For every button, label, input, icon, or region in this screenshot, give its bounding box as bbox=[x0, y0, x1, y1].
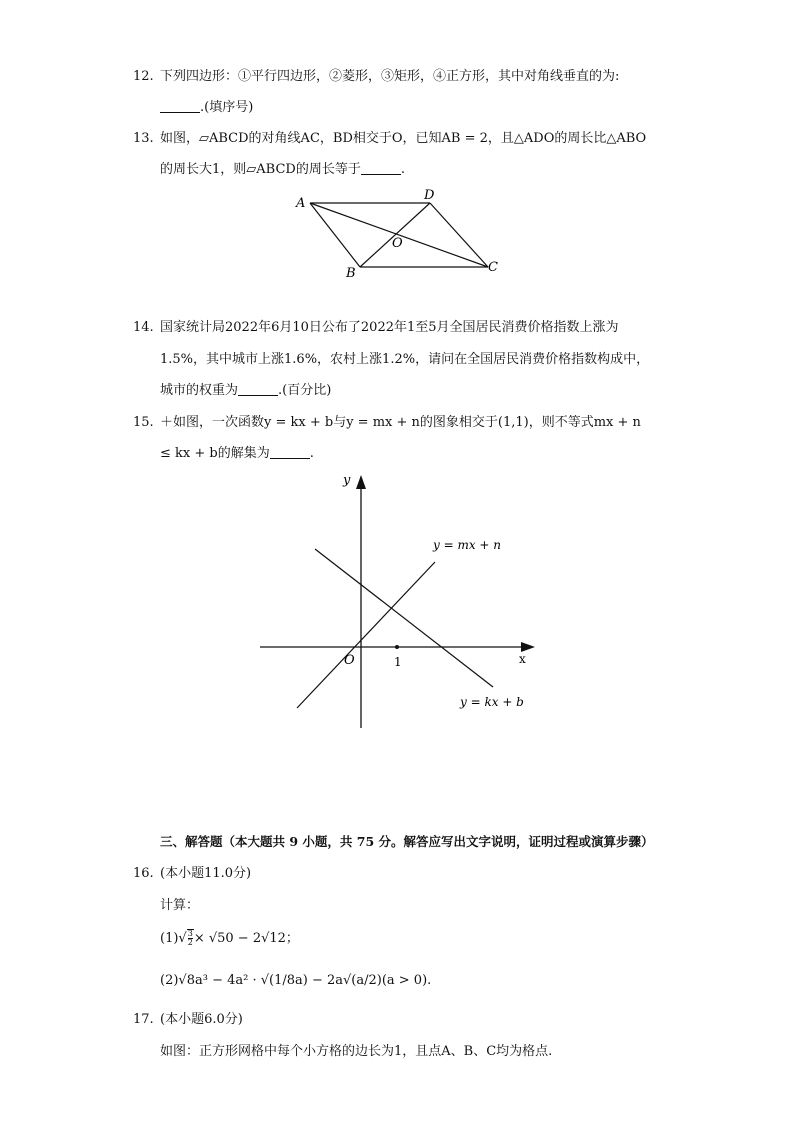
question-13-number: 13. bbox=[133, 131, 154, 146]
vertex-d-label: D bbox=[424, 188, 435, 203]
question-13-line2-prefix: 的周长大1，则▱ABCD的周长等于 bbox=[160, 162, 361, 177]
question-15-line2 bbox=[160, 445, 314, 463]
question-16-number: 16. bbox=[133, 866, 154, 881]
sqrt-icon: √ bbox=[178, 931, 187, 946]
vertex-b-label: B bbox=[346, 266, 356, 280]
line-mx-n bbox=[297, 562, 435, 708]
question-16-part1 bbox=[160, 929, 299, 948]
linear-functions-graph bbox=[255, 470, 555, 735]
question-15-line2-prefix: ≤ kx + b的解集为 bbox=[160, 446, 270, 461]
parallelogram-figure bbox=[290, 185, 510, 280]
answer-blank[interactable] bbox=[238, 383, 278, 396]
line-mx-n-label: y = mx + n bbox=[433, 538, 502, 552]
y-axis-arrow-icon bbox=[356, 475, 366, 489]
question-12-answer-line bbox=[160, 99, 253, 117]
x-axis-arrow-icon bbox=[521, 642, 535, 652]
section-3-title: 三、解答题（本大题共 9 小题，共 75 分。解答应写出文字说明，证明过程或演算步骤） bbox=[160, 834, 654, 849]
question-13-line2-suffix: . bbox=[400, 162, 405, 177]
question-17-score: (本小题6.0分) bbox=[160, 1012, 243, 1027]
question-14-text: 国家统计局2022年6月10日公布了2022年1至5月全国居民消费价格指数上涨为 bbox=[160, 320, 619, 335]
question-14-line3-suffix: .(百分比) bbox=[278, 383, 332, 398]
tick-point bbox=[395, 645, 399, 649]
sqrt-fraction bbox=[187, 929, 194, 947]
line-kx-b bbox=[315, 549, 493, 687]
x-axis-label: x bbox=[519, 652, 526, 666]
question-13-text: 如图，▱ABCD的对角线AC，BD相交于O，已知AB = 2，且△ADO的周长比△ABO bbox=[160, 131, 647, 146]
question-12-text: 下列四边形：①平行四边形，②菱形，③矩形，④正方形，其中对角线垂直的为: bbox=[160, 69, 620, 84]
answer-blank[interactable] bbox=[160, 100, 200, 113]
answer-blank[interactable] bbox=[361, 162, 401, 175]
question-16-instruction: 计算： bbox=[160, 898, 200, 913]
vertex-a-label: A bbox=[296, 196, 306, 211]
origin-label: O bbox=[344, 653, 355, 668]
answer-blank[interactable] bbox=[270, 446, 310, 459]
part2-label: (2) bbox=[160, 973, 179, 988]
fraction-3-over-2: $\frac{3}{2}$ bbox=[187, 929, 193, 947]
question-14-line2: 1.5%，其中城市上涨1.6%，农村上涨1.2%，请问在全国居民消费价格指数构成中， bbox=[160, 352, 650, 367]
part2-text: √8a³ − 4a² · √(1/8a) − 2a√(a/2)(a > 0). bbox=[178, 973, 432, 988]
question-12-hint: .(填序号) bbox=[200, 100, 254, 115]
question-17-text: 如图：正方形网格中每个小方格的边长为1，且点A、B、C均为格点. bbox=[160, 1044, 553, 1059]
question-14-number: 14. bbox=[133, 320, 154, 335]
question-13-line2 bbox=[160, 161, 405, 179]
part1-rest: × √50 − 2√12； bbox=[193, 931, 299, 946]
question-14-line3 bbox=[160, 382, 331, 400]
tick-label: 1 bbox=[394, 655, 402, 669]
part1-label: (1) bbox=[160, 931, 179, 946]
question-16-part2 bbox=[160, 972, 431, 990]
y-axis-label: y bbox=[343, 473, 351, 488]
question-12-number: 12. bbox=[133, 69, 154, 84]
question-14-line3-prefix: 城市的权重为 bbox=[160, 383, 239, 398]
line-kx-b-label: y = kx + b bbox=[460, 695, 524, 709]
center-o-label: O bbox=[392, 236, 403, 251]
question-15-number: 15. bbox=[133, 415, 154, 430]
question-15-line2-suffix: . bbox=[309, 446, 314, 461]
question-16-score: (本小题11.0分) bbox=[160, 866, 252, 881]
question-17-number: 17. bbox=[133, 1012, 154, 1027]
question-15-text: ＋如图，一次函数y = kx + b与y = mx + n的图象相交于(1,1)，则不等式mx + n bbox=[160, 415, 641, 430]
vertex-c-label: C bbox=[488, 260, 498, 275]
